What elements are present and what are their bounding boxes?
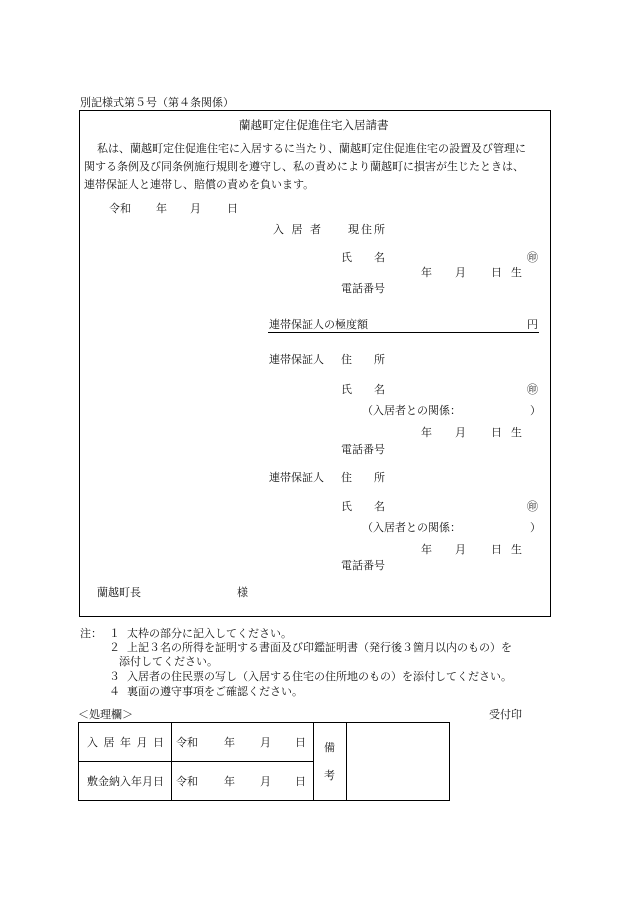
guarantor-1-relation-close: ） xyxy=(530,404,541,417)
note-text-continued: 添付してください。 xyxy=(119,655,218,668)
processing-title: ＜処理欄＞ xyxy=(78,708,133,721)
note-text: 裏面の遵守事項をご確認ください。 xyxy=(127,685,303,698)
receipt-stamp-label: 受付印 xyxy=(489,708,522,721)
seal-mark: ㊞ xyxy=(527,500,538,513)
remarks-char: 考 xyxy=(324,769,335,782)
tenant-address-label: 現住所 xyxy=(348,223,387,236)
birth-day: 日 xyxy=(491,543,502,556)
note-text: 上記３名の所得を証明する書面及び印鑑証明書（発行後３箇月以内のもの）を xyxy=(127,641,512,654)
tenant-name-label: 氏 名 xyxy=(341,251,385,264)
date-day: 日 xyxy=(295,736,306,749)
processing-table xyxy=(78,722,450,801)
table-cell-date xyxy=(172,762,314,801)
guarantor-1-address-label: 住 所 xyxy=(341,353,385,366)
guarantee-limit-unit: 円 xyxy=(527,318,538,331)
seal-mark: ㊞ xyxy=(527,383,538,396)
guarantee-limit-label: 連帯保証人の極度額 xyxy=(269,318,368,331)
note-number: ３ xyxy=(109,670,120,683)
birth-month: 月 xyxy=(455,543,466,556)
date-era: 令和 xyxy=(109,202,131,215)
guarantor-1-label: 連帯保証人 xyxy=(269,353,324,366)
body-line: 私は、蘭越町定住促進住宅に入居するに当たり、蘭越町定住促進住宅の設置及び管理に xyxy=(97,142,526,155)
date-year: 年 xyxy=(224,736,235,749)
addressee-honorific: 様 xyxy=(237,586,248,599)
addressee-name: 蘭越町長 xyxy=(97,586,141,599)
guarantor-1-phone-label: 電話番号 xyxy=(341,443,385,456)
birth-suffix: 生 xyxy=(511,266,522,279)
tenant-phone-label: 電話番号 xyxy=(341,282,385,295)
guarantor-2-relation: （入居者との関係： xyxy=(362,521,461,534)
date-era: 令和 xyxy=(176,736,198,749)
table-cell-label: 入 居 年 月 日 xyxy=(79,723,172,762)
date-era: 令和 xyxy=(176,775,198,788)
seal-mark: ㊞ xyxy=(527,251,538,264)
guarantor-1-relation: （入居者との関係： xyxy=(362,404,461,417)
guarantor-2-address-label: 住 所 xyxy=(341,471,385,484)
birth-year: 年 xyxy=(421,266,432,279)
note-number: ４ xyxy=(109,685,120,698)
date-month: 月 xyxy=(190,202,201,215)
birth-suffix: 生 xyxy=(511,426,522,439)
birth-day: 日 xyxy=(491,266,502,279)
birth-month: 月 xyxy=(455,266,466,279)
date-day: 日 xyxy=(227,202,238,215)
birth-day: 日 xyxy=(491,426,502,439)
note-number: １ xyxy=(109,627,120,640)
guarantee-limit-underline xyxy=(268,332,539,333)
birth-month: 月 xyxy=(455,426,466,439)
form-reference: 別記様式第５号（第４条関係） xyxy=(80,96,234,109)
note-text: 太枠の部分に記入してください。 xyxy=(127,627,292,640)
date-year: 年 xyxy=(156,202,167,215)
tenant-label: 入 居 者 xyxy=(273,223,323,236)
remarks-field xyxy=(347,723,450,801)
body-line: 連帯保証人と連帯し、賠償の責めを負います。 xyxy=(84,178,315,191)
notes-prefix: 注： xyxy=(80,627,102,640)
birth-year: 年 xyxy=(421,543,432,556)
form-title: 蘭越町定住促進住宅入居請書 xyxy=(239,118,389,132)
guarantor-2-relation-close: ） xyxy=(530,521,541,534)
table-cell-date xyxy=(172,723,314,762)
note-number: ２ xyxy=(109,641,120,654)
table-cell-label: 敷金納入年月日 xyxy=(79,762,172,801)
guarantor-1-name-label: 氏 名 xyxy=(341,383,385,396)
remarks-label-cell xyxy=(314,723,347,801)
guarantor-2-label: 連帯保証人 xyxy=(269,471,324,484)
date-day: 日 xyxy=(295,775,306,788)
date-year: 年 xyxy=(224,775,235,788)
birth-year: 年 xyxy=(421,426,432,439)
birth-suffix: 生 xyxy=(511,543,522,556)
remarks-char: 備 xyxy=(324,741,335,754)
date-month: 月 xyxy=(260,736,271,749)
date-month: 月 xyxy=(260,775,271,788)
body-line: 関する条例及び同条例施行規則を遵守し、私の責めにより蘭越町に損害が生じたときは、 xyxy=(84,160,524,173)
guarantor-2-phone-label: 電話番号 xyxy=(341,559,385,572)
note-text: 入居者の住民票の写し（入居する住宅の住所地のもの）を添付してください。 xyxy=(127,670,512,683)
table-row xyxy=(79,723,450,762)
guarantor-2-name-label: 氏 名 xyxy=(341,500,385,513)
